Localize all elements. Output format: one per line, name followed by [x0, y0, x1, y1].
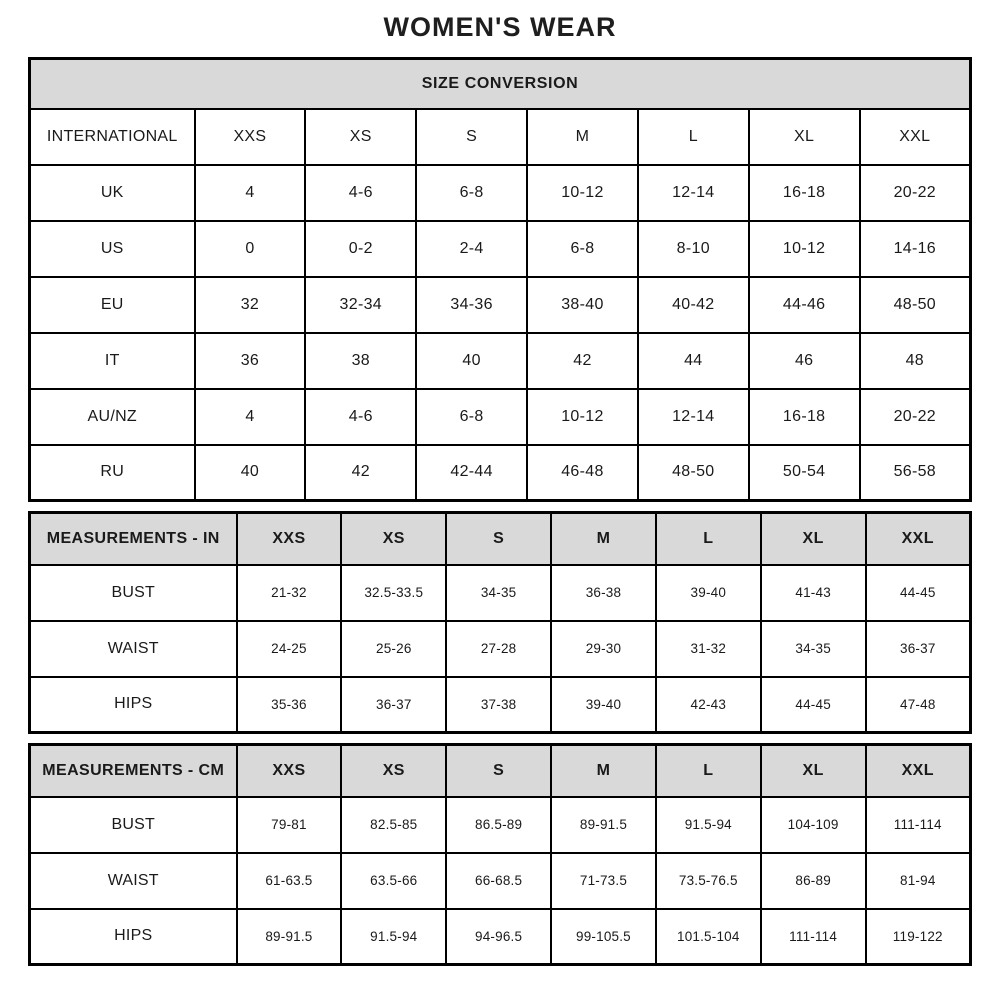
size-value: 8-10 — [638, 221, 749, 277]
measurements-in-table — [28, 511, 972, 734]
size-value: 10-12 — [527, 165, 638, 221]
table-caption-row — [30, 59, 971, 109]
size-value: 32-34 — [305, 277, 416, 333]
row-label: BUST — [30, 797, 237, 853]
measurement-value: 35-36 — [237, 677, 342, 733]
measurements-cm-title: MEASUREMENTS - CM — [30, 745, 237, 797]
measurement-value: 27-28 — [446, 621, 551, 677]
size-conversion-table — [28, 57, 972, 502]
table-row — [30, 797, 971, 853]
size-value: 10-12 — [527, 389, 638, 445]
size-value: 16-18 — [749, 389, 860, 445]
table-row — [30, 565, 971, 621]
measurement-value: 24-25 — [237, 621, 342, 677]
size-value: 42 — [305, 445, 416, 501]
size-value: 12-14 — [638, 389, 749, 445]
table-header-row — [30, 513, 971, 565]
size-value: 48 — [860, 333, 971, 389]
row-label: US — [30, 221, 195, 277]
measurement-value: 63.5-66 — [341, 853, 446, 909]
measurement-value: 91.5-94 — [341, 909, 446, 965]
measurement-value: 41-43 — [761, 565, 866, 621]
measurement-value: 86.5-89 — [446, 797, 551, 853]
column-header: S — [416, 109, 527, 165]
column-header: S — [446, 745, 551, 797]
size-value: 12-14 — [638, 165, 749, 221]
column-header: XL — [761, 513, 866, 565]
size-value: 48-50 — [638, 445, 749, 501]
size-value: 40 — [195, 445, 306, 501]
size-value: 6-8 — [416, 165, 527, 221]
size-value: 44-46 — [749, 277, 860, 333]
measurement-value: 39-40 — [656, 565, 761, 621]
column-header: M — [551, 745, 656, 797]
measurement-value: 36-37 — [866, 621, 971, 677]
size-conversion-title: SIZE CONVERSION — [30, 59, 971, 109]
measurement-value: 91.5-94 — [656, 797, 761, 853]
size-value: 10-12 — [749, 221, 860, 277]
size-value: 40 — [416, 333, 527, 389]
measurement-value: 66-68.5 — [446, 853, 551, 909]
measurement-value: 89-91.5 — [237, 909, 342, 965]
size-value: 46-48 — [527, 445, 638, 501]
row-label: UK — [30, 165, 195, 221]
size-value: 36 — [195, 333, 306, 389]
table-row — [30, 621, 971, 677]
measurement-value: 44-45 — [761, 677, 866, 733]
size-value: 14-16 — [860, 221, 971, 277]
measurement-value: 25-26 — [341, 621, 446, 677]
measurement-value: 79-81 — [237, 797, 342, 853]
size-value: 48-50 — [860, 277, 971, 333]
measurement-value: 101.5-104 — [656, 909, 761, 965]
table-row — [30, 389, 971, 445]
row-label: HIPS — [30, 909, 237, 965]
table-row — [30, 109, 971, 165]
table-row — [30, 165, 971, 221]
column-header: L — [656, 745, 761, 797]
row-label: INTERNATIONAL — [30, 109, 195, 165]
column-header: XS — [341, 513, 446, 565]
measurement-value: 86-89 — [761, 853, 866, 909]
table-row — [30, 277, 971, 333]
measurement-value: 39-40 — [551, 677, 656, 733]
size-value: 6-8 — [416, 389, 527, 445]
column-header: S — [446, 513, 551, 565]
table-header-row — [30, 745, 971, 797]
measurement-value: 94-96.5 — [446, 909, 551, 965]
size-value: 50-54 — [749, 445, 860, 501]
size-value: 38 — [305, 333, 416, 389]
column-header: XXL — [866, 745, 971, 797]
column-header: L — [656, 513, 761, 565]
column-header: XS — [305, 109, 416, 165]
size-value: 42 — [527, 333, 638, 389]
page-title: WOMEN'S WEAR — [383, 12, 617, 42]
measurement-value: 36-37 — [341, 677, 446, 733]
measurement-value: 29-30 — [551, 621, 656, 677]
column-header: XXL — [866, 513, 971, 565]
table-row — [30, 333, 971, 389]
row-label: IT — [30, 333, 195, 389]
size-value: 4-6 — [305, 165, 416, 221]
measurement-value: 73.5-76.5 — [656, 853, 761, 909]
row-label: WAIST — [30, 621, 237, 677]
column-header: M — [551, 513, 656, 565]
size-value: 16-18 — [749, 165, 860, 221]
column-header: XL — [761, 745, 866, 797]
measurement-value: 99-105.5 — [551, 909, 656, 965]
column-header: XL — [749, 109, 860, 165]
row-label: HIPS — [30, 677, 237, 733]
column-header: XXS — [195, 109, 306, 165]
size-value: 32 — [195, 277, 306, 333]
size-value: 4-6 — [305, 389, 416, 445]
measurement-value: 37-38 — [446, 677, 551, 733]
table-row — [30, 677, 971, 733]
row-label: BUST — [30, 565, 237, 621]
table-row — [30, 909, 971, 965]
measurement-value: 47-48 — [866, 677, 971, 733]
measurement-value: 36-38 — [551, 565, 656, 621]
size-value: 46 — [749, 333, 860, 389]
column-header: XS — [341, 745, 446, 797]
measurement-value: 31-32 — [656, 621, 761, 677]
column-header: XXS — [237, 745, 342, 797]
column-header: L — [638, 109, 749, 165]
size-value: 44 — [638, 333, 749, 389]
measurement-value: 32.5-33.5 — [341, 565, 446, 621]
measurement-value: 34-35 — [446, 565, 551, 621]
measurement-value: 44-45 — [866, 565, 971, 621]
measurements-cm-table — [28, 743, 972, 966]
size-value: 4 — [195, 389, 306, 445]
measurement-value: 119-122 — [866, 909, 971, 965]
size-value: 2-4 — [416, 221, 527, 277]
row-label: WAIST — [30, 853, 237, 909]
measurement-value: 111-114 — [761, 909, 866, 965]
column-header: M — [527, 109, 638, 165]
measurement-value: 89-91.5 — [551, 797, 656, 853]
measurement-value: 61-63.5 — [237, 853, 342, 909]
column-header: XXL — [860, 109, 971, 165]
measurement-value: 81-94 — [866, 853, 971, 909]
table-row — [30, 853, 971, 909]
size-value: 34-36 — [416, 277, 527, 333]
measurements-in-title: MEASUREMENTS - IN — [30, 513, 237, 565]
size-value: 38-40 — [527, 277, 638, 333]
size-value: 40-42 — [638, 277, 749, 333]
measurement-value: 34-35 — [761, 621, 866, 677]
size-value: 20-22 — [860, 389, 971, 445]
column-header: XXS — [237, 513, 342, 565]
table-row — [30, 221, 971, 277]
measurement-value: 42-43 — [656, 677, 761, 733]
measurement-value: 21-32 — [237, 565, 342, 621]
table-row — [30, 445, 971, 501]
size-value: 42-44 — [416, 445, 527, 501]
row-label: EU — [30, 277, 195, 333]
row-label: RU — [30, 445, 195, 501]
measurement-value: 104-109 — [761, 797, 866, 853]
size-value: 0-2 — [305, 221, 416, 277]
size-value: 56-58 — [860, 445, 971, 501]
row-label: AU/NZ — [30, 389, 195, 445]
measurement-value: 82.5-85 — [341, 797, 446, 853]
size-value: 0 — [195, 221, 306, 277]
measurement-value: 111-114 — [866, 797, 971, 853]
size-value: 4 — [195, 165, 306, 221]
measurement-value: 71-73.5 — [551, 853, 656, 909]
size-value: 6-8 — [527, 221, 638, 277]
size-value: 20-22 — [860, 165, 971, 221]
